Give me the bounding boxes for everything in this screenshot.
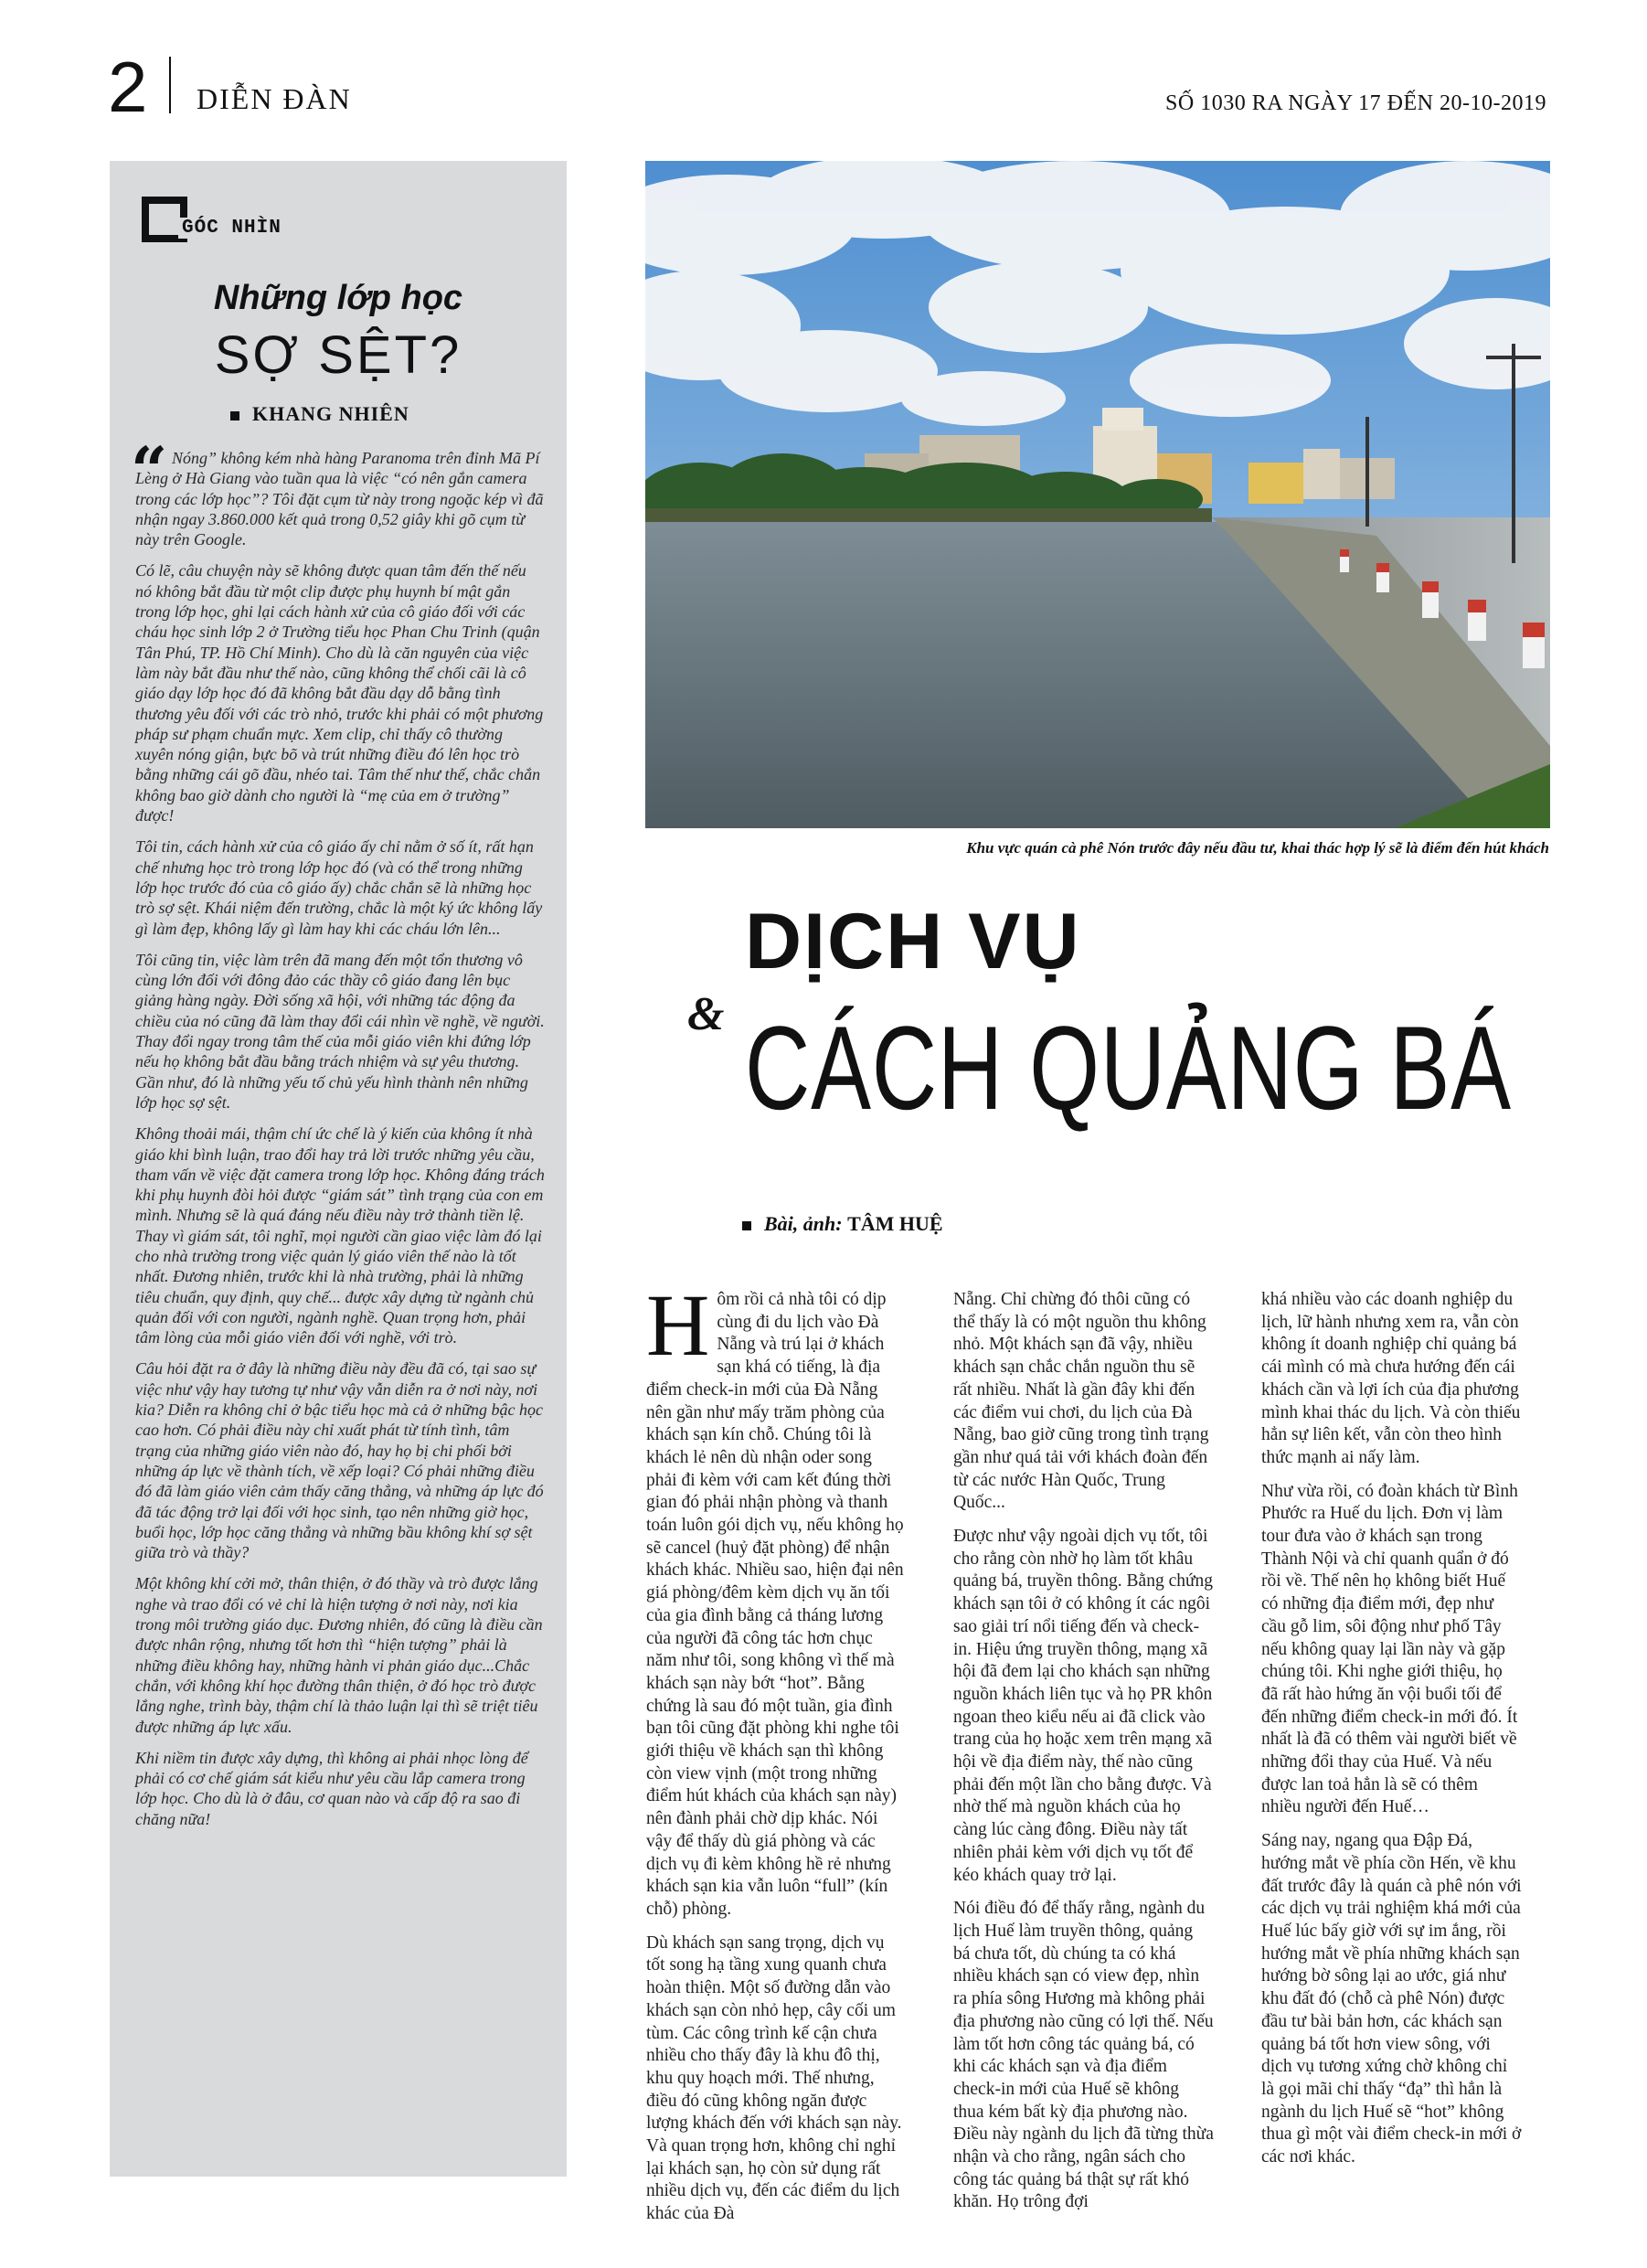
article-column-1 xyxy=(646,1276,907,2237)
byline-label: Bài, ảnh: xyxy=(764,1212,843,1235)
byline-author: TÂM HUỆ xyxy=(847,1212,943,1235)
sidebar-paragraph: Một không khí cởi mở, thân thiện, ở đó thầy và trò được lắng nghe và trao đổi có vẻ chỉ là hiện tượng ở nơi này, nơi kia trong môi trường giáo dục. Đương nhiên, đó cũng là điều cần được nhân rộng, nhưng tốt hơn thì “hiện tượng” phải là những điều không hay, những hành vi phản giáo dục...Chắc chắn, với không khí học đường thân thiện, ở đó học trò được lắng nghe, trình bày, thậm chí là thảo luận lại thì sẽ triệt tiêu được những áp lực xấu. xyxy=(135,1574,543,1736)
river-scene-image xyxy=(645,161,1550,828)
column-tag: GÓC NHÌN xyxy=(178,218,285,239)
article-photo xyxy=(645,161,1550,828)
article-paragraph: Sáng nay, ngang qua Đập Đá, hướng mắt về phía cồn Hến, về khu đất trước đây là quán cà phê nón với các dịch vụ trải nghiệm khá mới của Huế lúc bấy giờ với sự im ắng, rồi hướng mắt về phía những khách sạn hướng bờ sông lại ao ước, giá như khu đất đó (chỗ cà phê Nón) được đầu tư bài bản hơn, các khách sạn quảng bá tốt hơn view sông, với dịch vụ tương xứng chờ không chỉ là gọi mãi chỉ thấy “đạ” thì hẳn là ngành du lịch Huế sẽ “hot” không thua gì một vài điểm check-in mới ở các nơi khác. xyxy=(1261,1831,1522,2167)
sidebar-paragraph: Có lẽ, câu chuyện này sẽ không được quan tâm đến thế nếu nó không bắt đầu từ một clip được phụ huynh bí mật gắn trong lớp học, ghi lại cách hành xử của cô giáo đối với các cháu học sinh lớp 2 ở Trường tiểu học Phan Chu Trinh (quận Tân Phú, TP. Hồ Chí Minh). Cho dù là căn nguyên của việc làm này bắt đầu như thế nào, cũng không thể chối cãi là cô giáo dạy lớp học đó đã không bắt đầu dạy dỗ bằng tình thương yêu đối với các trò nhỏ, trước khi phải có một phương pháp sư phạm chuẩn mực. Xem clip, chỉ thấy cô thường xuyên nóng giận, bực bõ và trút những điều đó lên học trò bằng những cái gõ đầu, nhéo tai. Tâm thế như thế, chắc chắn không bao giờ dành cho người là “mẹ của em ở trường” được! xyxy=(135,561,544,825)
byline xyxy=(742,1212,943,1236)
sidebar-title-line2: SỢ SỆT? xyxy=(214,325,462,385)
sidebar-paragraph: Câu hỏi đặt ra ở đây là những điều này đều đã có, tại sao sự việc như vậy hay tương tự như vậy vẫn diễn ra ở nơi này, nơi kia? Diễn ra không chỉ ở bậc tiểu học mà cả ở những bậc học cao hơn. Có phải điều này chỉ xuất phát từ tính tình, tâm trạng của những giáo viên nào đó, hay họ bị chi phối bởi những áp lực về thành tích, về xếp loại? Có phải những điều đó đã làm giáo viên cảm thấy căng thẳng, và những áp lực đó đã tác động trở lại đối với học sinh, tạo nên những giờ học, buổi học, lớp học căng thẳng và những bầu không khí sợ sệt giữa trò và thầy? xyxy=(135,1359,544,1562)
sidebar-paragraph: Tôi tin, cách hành xử của cô giáo ấy chỉ nằm ở số ít, rất hạn chế nhưng học trò trong lớp học đó (và có thể trong những lớp học trước đó của cô giáo ấy) chắc chắn sẽ là những học trò sợ sệt. Khái niệm đến trường, chắc là một ký ức không lấy gì làm đẹp, không lấy gì làm hay khi các cháu lớn lên... xyxy=(135,837,543,938)
section-name: DIỄN ĐÀN xyxy=(197,82,352,115)
sidebar-author-name: KHANG NHIÊN xyxy=(252,402,409,425)
sidebar-title-line1: Những lớp học xyxy=(213,279,463,317)
sidebar-paragraph: Không thoải mái, thậm chí ức chế là ý kiến của không ít nhà giáo khi bình luận, trao đổi hay trả lời trước những yêu cầu, tham vấn về việc đặt camera trong lớp học. Không đáng trách khi phụ huynh đòi hỏi được “giám sát” tình trạng của con em mình. Nhưng sẽ là quá đáng nếu điều này trở thành tiền lệ. Thay vì giám sát, tôi nghĩ, mọi người cần giao việc làm đó lại cho nhà trường trong việc quản lý giáo viên thế nào là tốt nhất. Đương nhiên, trước khi là nhà trường, phải là những tiêu chuẩn, quy định, quy chế... được xây dựng từ ngành chủ quản đối với con người, ngành nghề. Quan trọng hơn, phải tâm lòng của mỗi giáo viên đối với nghề, với trò. xyxy=(135,1124,545,1347)
issue-info: SỐ 1030 RA NGÀY 17 ĐẾN 20-10-2019 xyxy=(1165,91,1546,115)
page-number: 2 xyxy=(108,47,148,127)
article-paragraph: Dù khách sạn sang trọng, dịch vụ tốt song hạ tầng xung quanh chưa hoàn thiện. Một số đường dẫn vào khách sạn còn nhỏ hẹp, cây cối um tùm. Các công trình kế cận chưa nhiều cho thấy đây là khu đô thị, khu quy hoạch mới. Thế nhưng, điều đó cũng không ngăn được lượng khách đến với khách sạn này. Và quan trọng hơn, không chỉ nghỉ lại khách sạn, họ còn sử dụng rất nhiều dịch vụ, đến các điểm du lịch khác của Đà xyxy=(646,1933,902,2224)
bullet-icon xyxy=(230,411,239,421)
sidebar-author xyxy=(230,402,409,426)
article-column-3 xyxy=(1261,1289,1522,2180)
article-column-2 xyxy=(953,1289,1214,2225)
article-paragraph: khá nhiều vào các doanh nghiệp du lịch, lữ hành nhưng xem ra, vẫn còn không ít doanh nghiệp chỉ quảng bá cái mình có mà chưa hướng đến cái khách cần và lợi ích của địa phương mình khai thác du lịch. Và còn thiếu hẳn sự liên kết, vẫn còn theo hình thức mạnh ai nấy làm. xyxy=(1261,1290,1521,1467)
sidebar-paragraph: Khi niềm tin được xây dựng, thì không ai phải nhọc lòng để phải có cơ chế giám sát kiểu như yêu cầu lắp camera trong lớp học. Cho dù là ở đâu, cơ quan nào và cấp độ ra sao đi chăng nữa! xyxy=(135,1748,528,1828)
headline-line1: DỊCH VỤ xyxy=(745,898,1081,985)
article-paragraph: Được như vậy ngoài dịch vụ tốt, tôi cho rằng còn nhờ họ làm tốt khâu quảng bá, truyền thông. Bằng chứng khách sạn tôi ở có không ít các ngôi sao giải trí nổi tiếng đến và check-in. Hiệu ứng truyền thông, mạng xã hội đã đem lại cho khách sạn những nguồn khách liên tục và họ PR khôn ngoan theo kiểu nếu ai đã click vào trang của họ hoặc xem trên mạng xã hội về địa điểm này, thế nào cũng phải đến một lần cho bằng được. Và nhờ thế mà nguồn khách của họ càng lúc càng đông. Điều này tất nhiên phải kèm với dịch vụ tốt để kéo khách quay trở lại. xyxy=(953,1527,1214,1885)
header-divider xyxy=(169,57,171,113)
sidebar-body xyxy=(135,448,545,1840)
article-paragraph-text: ôm rồi cả nhà tôi có dịp cùng đi du lịch vào Đà Nẵng và trú lại ở khách sạn khá có tiếng, là địa điểm check-in mới của Đà Nẵng nên gần như mấy trăm phòng của khách sạn kín chỗ. Chúng tôi là khách lẻ nên dù nhận oder song phải đi kèm với cam kết đúng thời gian đó phải nhận phòng và thanh toán luôn gói dịch vụ, nếu không họ sẽ cancel (huỷ đặt phòng) để nhận khách khác. Nhiều sao, hiện đại nên giá phòng/đêm kèm dịch vụ ăn tối của gia đình bằng cả tháng lương của người đã công tác hơn chục năm như tôi, song không vì thế mà khách sạn này bớt “hot”. Bằng chứng là sau đó một tuần, gia đình bạn tôi cũng đặt phòng khi nghe tôi giới thiệu về khách sạn thì không còn view vịnh (một trong những điểm hút khách của khách sạn này) nên đành phải chờ dịp khác. Nói vậy để thấy dù giá phòng và các dịch vụ đi kèm không hề rẻ nhưng khách sạn kia vẫn luôn “full” (kín chỗ) phòng. xyxy=(646,1290,904,1919)
photo-caption: Khu vực quán cà phê Nón trước đây nếu đầu tư, khai thác hợp lý sẽ là điểm đến hút khách xyxy=(966,839,1549,857)
article-paragraph: Như vừa rồi, có đoàn khách từ Bình Phước ra Huế du lịch. Đơn vị làm tour đưa vào ở khách sạn trong Thành Nội và chỉ quanh quẩn ở đó rồi về. Thế nên họ không biết Huế có những địa điểm mới, đẹp như cầu gỗ lim, sôi động như phố Tây nếu không quay lại lần này và gặp chúng tôi. Khi nghe giới thiệu, họ đã rất hào hứng ăn vội buổi tối để đến những điểm check-in mới đó. Ít nhất là đã có thêm vài người biết về những đổi thay của Huế. Và nếu được lan toả hẳn là sẽ có thêm nhiều người đến Huế… xyxy=(1261,1481,1518,1817)
article-paragraph: Nẵng. Chỉ chừng đó thôi cũng có thể thấy là có một nguồn thu không nhỏ. Một khách sạn đã vậy, nhiều khách sạn chắc chắn nguồn thu sẽ rất nhiều. Nhất là gần đây khi đến các điểm vui chơi, du lịch của Đà Nẵng, bao giờ cũng trong tình trạng gần như quá tải với khách đoàn đến từ các nước Hàn Quốc, Trung Quốc... xyxy=(953,1290,1209,1513)
bullet-icon xyxy=(742,1221,751,1230)
article-paragraph: Nói điều đó để thấy rằng, ngành du lịch Huế làm truyền thông, quảng bá chưa tốt, dù chúng ta có khá nhiều khách sạn có view đẹp, nhìn ra phía sông Hương mà không phải địa phương nào cũng có lợi thế. Nếu làm tốt hơn công tác quảng bá, có khi các khách sạn và địa điểm check-in mới của Huế sẽ không thua kém bất kỳ địa phương nào. Điều này ngành du lịch đã từng thừa nhận và cho rằng, ngân sách cho công tác quảng bá thật sự rất khó khăn. Họ trông đợi xyxy=(953,1899,1214,2212)
drop-cap: H xyxy=(646,1276,710,1374)
headline-line2: CÁCH QUẢNG BÁ xyxy=(745,1001,1512,1134)
sidebar-paragraph: Nóng” không kém nhà hàng Paranoma trên đỉnh Mã Pí Lèng ở Hà Giang vào tuần qua là việc “có nên gắn camera trong các lớp học”? Tôi đặt cụm từ này trong ngoặc kép vì đã nhận ngay 3.860.000 kết quả trong 0,52 giây khi gõ cụm từ này trên Google. xyxy=(135,449,544,549)
quote-mark-icon: “ xyxy=(131,432,168,508)
headline-ampersand: & xyxy=(687,988,725,1040)
article-paragraph xyxy=(646,1276,907,1922)
sidebar-paragraph: Tôi cũng tin, việc làm trên đã mang đến một tổn thương vô cùng lớn đối với đông đảo các thầy cô giáo đang lên bục giảng hàng ngày. Đời sống xã hội, với những tác động đa chiều của nó cũng đã làm thay đổi cái nhìn về nghề, về người. Thay đổi ngay trong tâm thế của mỗi giáo viên khi đứng lớp nếu họ không bắt đầu bằng trách nhiệm và sự yêu thương. Gần như, đó là những yếu tố chủ yếu hình thành nên những lớp học sợ sệt. xyxy=(135,950,545,1112)
